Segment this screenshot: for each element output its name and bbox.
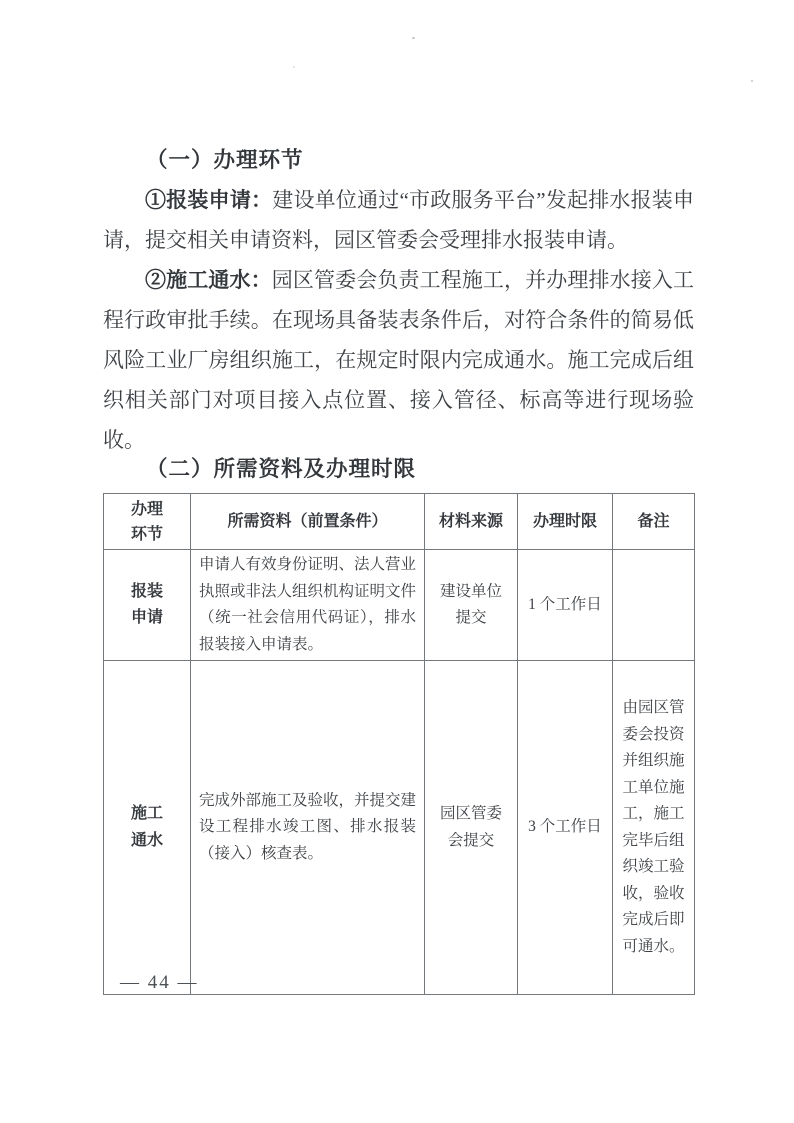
scan-speck [293, 66, 295, 68]
column-header-time-limit: 办理时限 [518, 494, 613, 550]
paragraph-application-text: 建设单位通过“市政服务平台”发起排水报装申请，提交相关申请资料，园区管委会受理排水报装申请。 [103, 188, 695, 252]
paragraph-construction [103, 260, 694, 460]
column-header-source: 材料来源 [425, 494, 518, 550]
section-2-heading: （二）所需资料及办理时限 [146, 457, 417, 481]
cell-step-construction: 施工通水 [104, 661, 191, 995]
document-content [103, 140, 694, 995]
section-1-heading: （一）办理环节 [146, 148, 304, 172]
cell-source-construction: 园区管委会提交 [425, 661, 518, 995]
table-row-application [104, 550, 695, 661]
scan-speck [412, 37, 415, 39]
cell-remark-construction: 由园区管委会投资并组织施工单位施工，施工完毕后组织竣工验收，验收完成后即可通水。 [613, 661, 695, 995]
column-header-materials: 所需资料（前置条件） [191, 494, 425, 550]
cell-step-application: 报装申请 [104, 550, 191, 661]
column-header-step: 办理环节 [104, 494, 191, 550]
cell-source-application: 建设单位提交 [425, 550, 518, 661]
cell-time-limit-application: 1 个工作日 [518, 550, 613, 661]
scan-speck [751, 80, 753, 82]
paragraph-application-lead: ①报装申请： [145, 188, 273, 212]
footer-page-number: — 44 — [120, 972, 199, 993]
paragraph-construction-lead: ②施工通水： [145, 268, 272, 292]
cell-remark-application [613, 550, 695, 661]
cell-materials-application: 申请人有效身份证明、法人营业执照或非法人组织机构证明文件（统一社会信用代码证），排水报装接入申请表。 [191, 550, 425, 661]
paragraph-construction-text: 园区管委会负责工程施工，并办理排水接入工程行政审批手续。在现场具备装表条件后，对符合条件的简易低风险工业厂房组织施工，在规定时限内完成通水。施工完成后组织相关部门对项目接入点位置、接入管径、标高等进行现场验收。 [103, 268, 695, 452]
cell-time-limit-construction: 3 个工作日 [518, 661, 613, 995]
column-header-remark: 备注 [613, 494, 695, 550]
cell-materials-construction: 完成外部施工及验收，并提交建设工程排水竣工图、排水报装（接入）核查表。 [191, 661, 425, 995]
requirements-table [103, 493, 695, 995]
table-row-construction [104, 661, 695, 995]
paragraph-application [103, 180, 694, 260]
table-header-row [104, 494, 695, 550]
